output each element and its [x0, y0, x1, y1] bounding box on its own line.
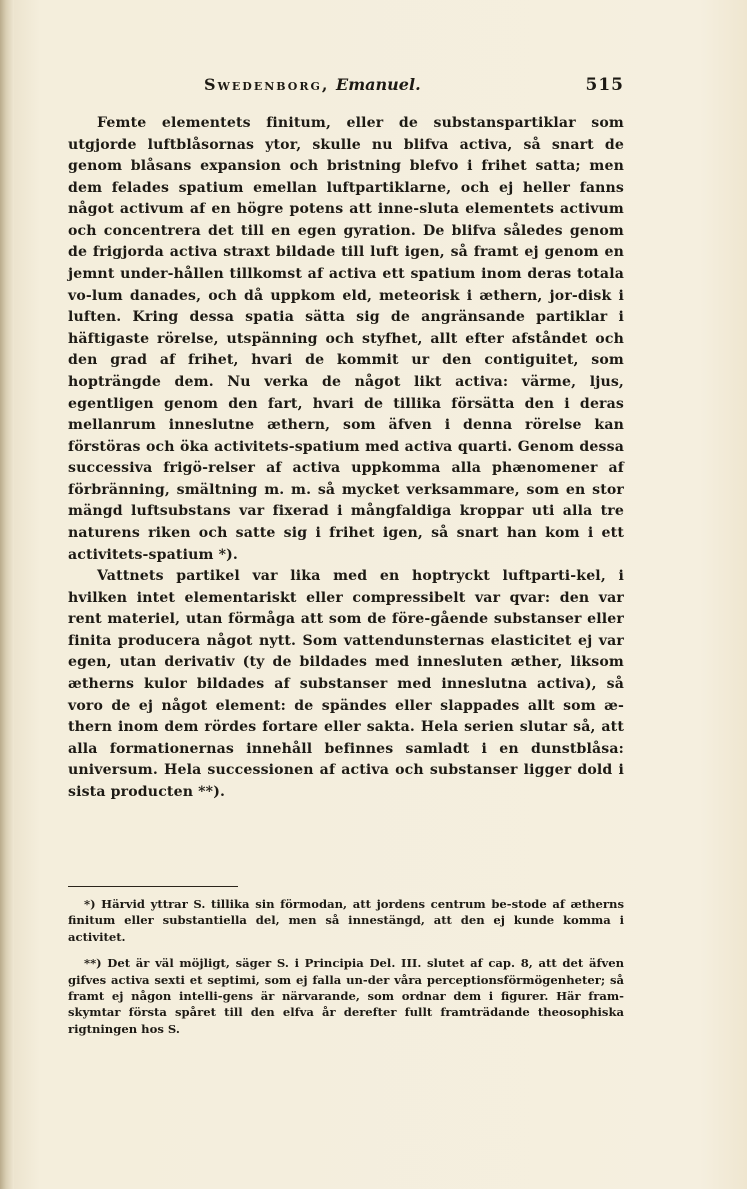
footnotes	[68, 896, 624, 1037]
footnote: *) Härvid yttrar S. tillika sin förmodan, att jordens centrum be-stode af ætherns finitum eller substantiella del, men så innestängd, att den ej kunde komma i activitet.	[68, 897, 624, 944]
paragraph: Vattnets partikel var lika med en hoptryckt luftparti-kel, i hvilken intet elementariskt eller compressibelt var qvar: den var rent materiel, utan förmåga att som de före-gående substanser eller finita producera något nytt. Som vattendunsternas elasticitet ej var egen, utan derivativ (ty de bildades med innesluten æther, liksom ætherns kulor bildades af substanser med inneslutna activa), så voro de ej något element: de spändes eller slappades allt som æ-thern inom dem rördes fortare eller sakta. Hela serien slutar så, att alla formationernas innehåll befinnes samladt i en dunstblåsa: universum. Hela successionen af activa och substanser ligger dold i sista producten **).	[68, 568, 624, 800]
running-title	[204, 75, 421, 94]
author-surname: Swedenborg,	[204, 75, 330, 94]
author-forename: Emanuel.	[336, 75, 421, 94]
page-number: 515	[585, 75, 624, 95]
main-text	[68, 113, 624, 804]
page-binding-edge	[0, 0, 14, 1189]
footnote-rule	[68, 886, 238, 887]
paragraph: Femte elementets finitum, eller de substanspartiklar som utgjorde luftblåsornas ytor, skulle nu blifva activa, så snart de genom blåsans expansion och bristning blefvo i frihet satta; men dem felades spatium emellan luftpartiklarne, och ej heller fanns något activum af en högre potens att inne-sluta elementets activum och concentrera det till en egen gyration. De blifva således genom de frigjorda activa straxt bildade till luft igen, så framt ej genom en jemnt under-hållen tillkomst af activa ett spatium inom deras totala vo-lum danades, och då uppkom eld, meteorisk i æthern, jor-disk i luften. Kring dessa spatia sätta sig de angränsande partiklar i häftigaste rörelse, utspänning och styfhet, allt efter afståndet och den grad af frihet, hvari de kommit ur den contiguitet, som hopträngde dem. Nu verka de något likt activa: värme, ljus, egentligen genom den fart, hvari de tillika försätta den i deras mellanrum inneslutne æthern, som äfven i denna rörelse kan förstöras och öka activitets-spatium med activa quarti. Genom dessa successiva frigö-relser af activa uppkomma alla phænomener af förbränning, smältning m. m. så mycket verksammare, som en stor mängd luftsubstans var fixerad i mångfaldiga kroppar uti alla tre naturens riken och satte sig i frihet igen, så snart han kom i ett activitets-spatium *).	[68, 115, 624, 563]
footnote: **) Det är väl möjligt, säger S. i Principia Del. III. slutet af cap. 8, att det äfven gifves activa sexti et septimi, som ej falla un-der våra perceptionsförmögenheter; så framt ej någon intelli-gens är närvarande, som ordnar dem i figurer. Här fram-skymtar första spåret till den elfva år derefter fullt framträdande theosophiska rigtningen hos S.	[68, 956, 624, 1036]
